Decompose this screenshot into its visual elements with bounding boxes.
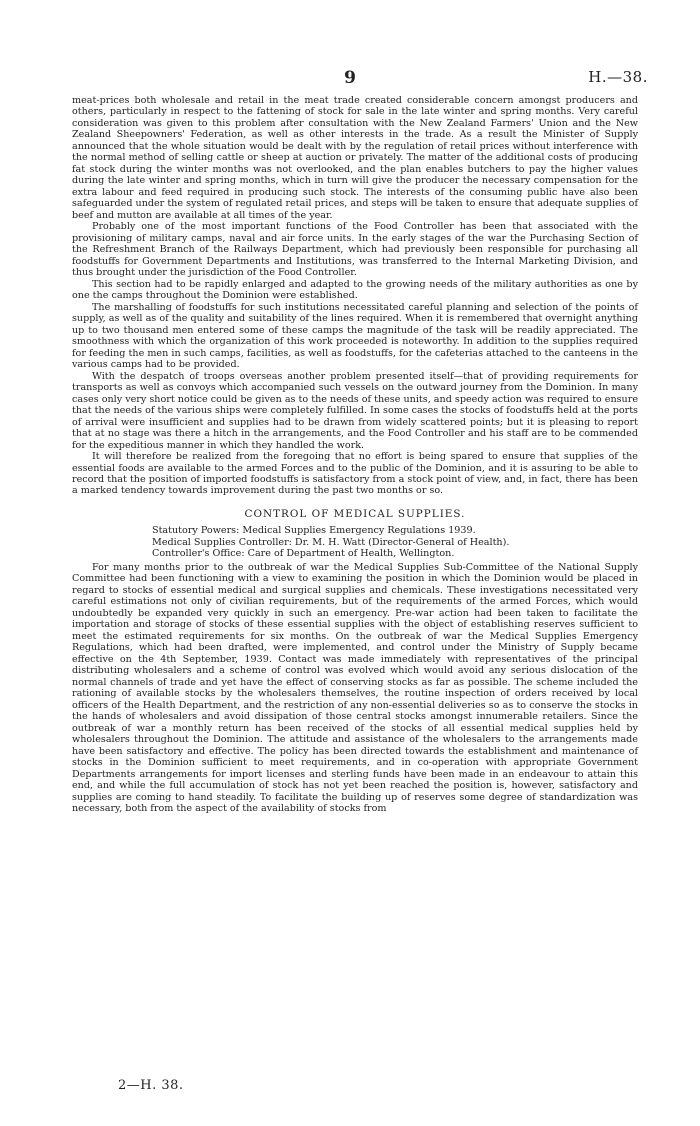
paragraph-troops-overseas: With the despatch of troops overseas another problem presented itself—that of providing requirements for transports as well as convoys which accompanied such vessels on the outward journey from the Dominion. In many cases only very short notice could be given as to the needs of these units, and speedy action was required to ensure that the needs of the various ships were completely fulfilled. In some cases the stocks of foodstuffs held at the ports of arrival were insufficient and supplies had to be drawn from widely scattered points; but it is pleasing to report that at no stage was there a hitch in the arrangements, and the Food Controller and his staff are to be commended for the expeditious manner in which they handled the work. [72, 370, 638, 451]
paragraph-meat-prices: meat-prices both wholesale and retail in the meat trade created considerable concern amongst producers and others, particularly in respect to the fattening of stock for sale in the late winter and spring months. Very careful consideration was given to this problem after consultation with the New Zealand Farmers' Union and the New Zealand Sheepowners' Federation, as well as other interests in the trade. As a result the Minister of Supply announced that the whole situation would be dealt with by the regulation of retail prices without interference with the normal method of selling cattle or sheep at auction or privately. The matter of the additional costs of producing fat stock during the winter months was not overlooked, and the plan enables butchers to pay the higher values during the late winter and spring months, which in turn will give the producer the necessary compensation for the extra labour and feed required in producing such stock. The interests of the consuming public have also been safeguarded under the system of regulated retail prices, and steps will be taken to ensure that adequate supplies of beef and mutton are available at all times of the year. [72, 95, 638, 221]
paragraph-medical-supplies: For many months prior to the outbreak of war the Medical Supplies Sub-Committee of the National Supply Committee had been functioning with a view to examining the position in which the Dominion would be placed in regard to stocks of essential medical and surgical supplies and chemicals. These investigations necessitated very careful estimations not only of civilian requirements, but of the requirements of the armed Forces, which would undoubtedly be expanded very quickly in such an emergency. Pre-war action had been taken to facilitate the importation and storage of stocks of these essential supplies with the object of establishing reserves sufficient to meet the estimated requirements for six months. On the outbreak of war the Medical Supplies Emergency Regulations, which had been drafted, were implemented, and control under the Ministry of Supply became effective on the 4th September, 1939. Contact was made immediately with representatives of the principal distributing wholesalers and a scheme of control was evolved which would avoid any serious dislocation of the normal channels of trade and yet have the effect of conserving stocks as far as possible. The scheme included the rationing of available stocks by the wholesalers themselves, the routine inspection of orders received by local officers of the Health Department, and the restriction of any non-essential deliveries so as to conserve the stocks in the hands of wholesalers and avoid dissipation of those central stocks amongst innumerable retailers. Since the outbreak of war a monthly return has been received of the stocks of all essential medical supplies held by wholesalers throughout the Dominion. The attitude and assistance of the wholesalers to the arrangements made have been satisfactory and effective. The policy has been directed towards the establishment and maintenance of stocks in the Dominion sufficient to meet requirements, and in co-operation with appropriate Government Departments arrangements for import licenses and sterling funds have been made in an endeavour to attain this end, and while the full accumulation of stock has not yet been reached the position is, however, satisfactory and supplies are coming to hand steadily. To facilitate the building up of reserves some degree of standardization was necessary, both from the aspect of the availability of stocks from [72, 561, 638, 815]
footer-signature: 2—H. 38. [118, 1078, 184, 1093]
document-reference: H.—38. [588, 68, 648, 86]
statutory-powers: Statutory Powers: Medical Supplies Emergency Regulations 1939. [152, 525, 476, 537]
paragraph-military-camps: Probably one of the most important functions of the Food Controller has been that associated with the provisioning of military camps, naval and air force units. In the early stages of the war the Purchasing Section of the Refreshment Branch of the Railways Department, which had previously been responsible for purchasing all foodstuffs for Government Departments and Institutions, was transferred to the Internal Marketing Division, and thus brought under the jurisdiction of the Food Controller. [72, 221, 638, 279]
section-heading: CONTROL OF MEDICAL SUPPLIES. [244, 507, 466, 520]
paragraph-conclusion: It will therefore be realized from the foregoing that no effort is being spared to ensure that supplies of the essential foods are available to the armed Forces and to the public of the Dominion, and it is assuring to be able to record that the position of imported foodstuffs is satisfactory from a stock point of view, and, in fact, there has been a marked tendency towards improvement during the past two months or so. [72, 451, 638, 497]
page-number: 9 [344, 68, 356, 88]
controller: Medical Supplies Controller: Dr. M. H. Watt (Director-General of Health). [152, 536, 510, 548]
paragraph-section-enlarged: This section had to be rapidly enlarged and adapted to the growing needs of the military authorities as one by one the camps throughout the Dominion were established. [72, 278, 638, 302]
section-details [152, 525, 638, 559]
controller-office: Controller's Office: Care of Department of Health, Wellington. [152, 548, 455, 560]
paragraph-marshalling: The marshalling of foodstuffs for such institutions necessitated careful planning and selection of the points of supply, as well as of the quality and suitability of the lines required. When it is remembered that overnight anything up to two thousand men entered some of these camps the magnitude of the task will be readily appreciated. The smoothness with which the organization of this work proceeded is noteworthy. In addition to the supplies required for feeding the men in such camps, facilities, as well as foodstuffs, for the cafeterias attached to the canteens in the various camps had to be provided. [72, 301, 638, 371]
body-text [72, 95, 638, 815]
